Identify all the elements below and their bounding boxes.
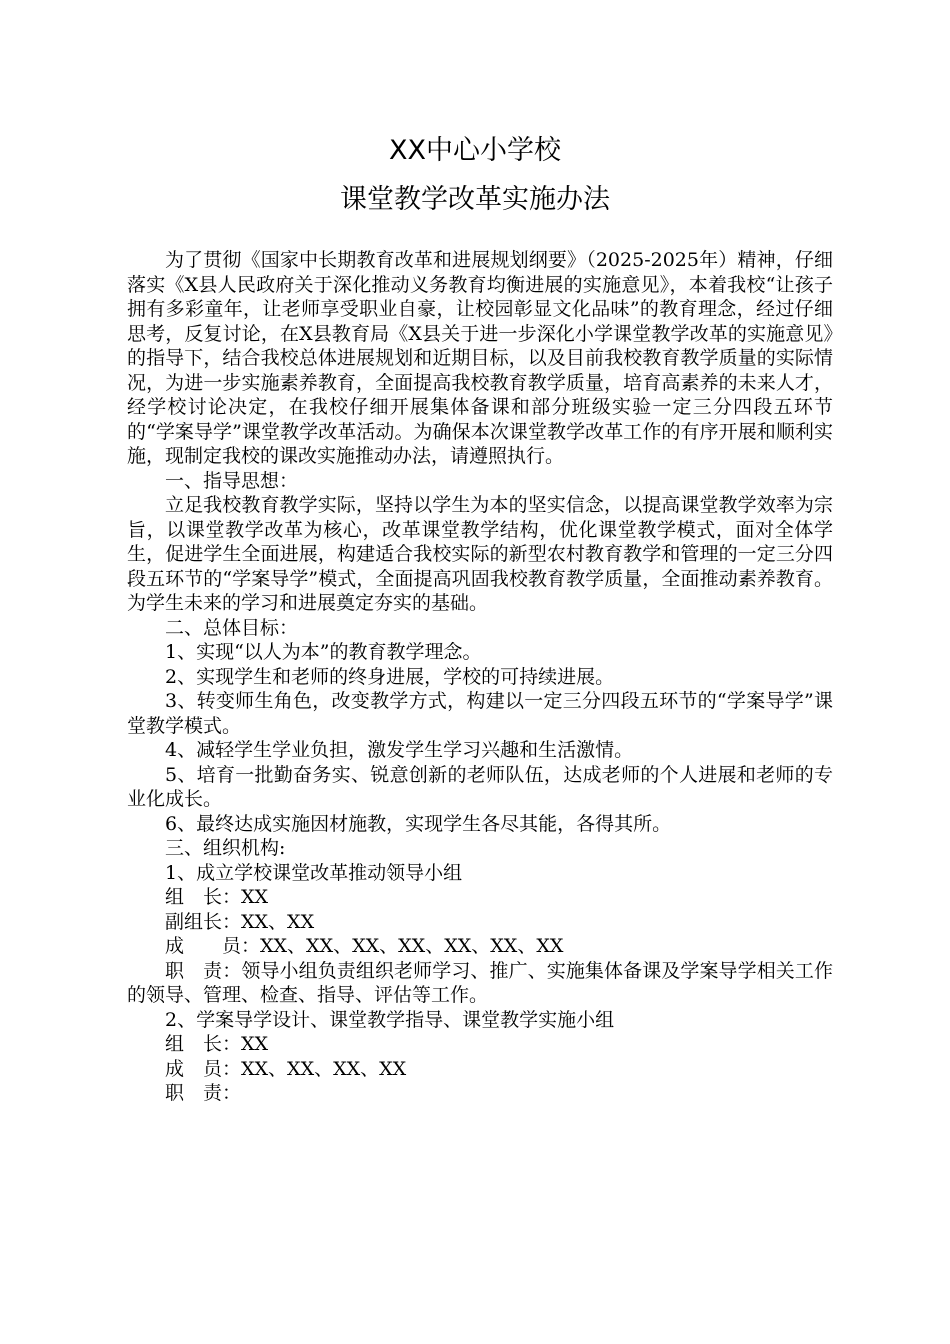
group-1-title: 1、成立学校课堂改革推动领导小组 — [165, 861, 463, 884]
intro-paragraph: 为了贯彻《国家中长期教育改革和进展规划纲要》（2025-2025年）精神，仔细落实《X县人民政府关于深化推动义务教育均衡进展的实施意见》，本着我校“让孩子拥有多彩童年，让老师享受职业自豪，让校园彰显文化品味”的教育理念，经过仔细思考，反复讨论，在X县教育局《X县关于进一步深化小学课堂教学改革的实施意见》的指导下，结合我校总体进展规划和近期目标，以及目前我校教育教学质量的实际情况，为进一步实施素养教育，全面提高我校教育教学质量，培育高素养的未来人才，经学校讨论决定，在我校仔细开展集体备课和部分班级实验一定三分四段五环节的“学案导学”课堂教学改革活动。为确保本次课堂教学改革工作的有序开展和顺利实施，现制定我校的课改实施推动办法，请遵照执行。 — [127, 249, 833, 467]
goal-item: 1、实现“以人为本”的教育教学理念。 — [165, 641, 482, 663]
goal-item: 6、最终达成实施因材施教，实现学生各尽其能，各得其所。 — [165, 812, 672, 835]
goal-item: 4、减轻学生学业负担，激发学生学习兴趣和生活激情。 — [165, 739, 634, 761]
group-2-leader: 组 长：XX — [165, 1033, 269, 1055]
section-1-heading: 一、指导思想： — [165, 469, 299, 492]
group-1-members: 成 员：XX、XX、XX、XX、XX、XX、XX — [165, 935, 564, 957]
group-2-members: 成 员：XX、XX、XX、XX — [165, 1057, 407, 1080]
section-3-heading: 三、组织机构: — [165, 837, 286, 859]
group-2-duty: 职 责： — [165, 1082, 242, 1104]
section-1-paragraph: 立足我校教育教学实际，坚持以学生为本的坚实信念，以提高课堂教学效率为宗旨，以课堂教学改革为核心，改革课堂教学结构，优化课堂教学模式，面对全体学生，促进学生全面进展，构建适合我校实际的新型农村教育教学和管理的一定三分四段五环节的“学案导学”模式，全面提高巩固我校教育教学质量，全面推动素养教育。为学生未来的学习和进展奠定夯实的基础。 — [127, 494, 833, 614]
group-2-title: 2、学案导学设计、课堂教学指导、课堂教学实施小组 — [165, 1008, 615, 1031]
goal-item: 3、转变师生角色，改变教学方式，构建以一定三分四段五环节的“学案导学”课堂教学模式。 — [127, 690, 833, 737]
goal-item: 2、实现学生和老师的终身进展，学校的可持续进展。 — [165, 665, 615, 688]
document-title-school: XX中心小学校 — [389, 135, 561, 166]
document-title-subject: 课堂教学改革实施办法 — [340, 184, 610, 215]
goal-item: 5、培育一批勤奋务实、锐意创新的老师队伍，达成老师的个人进展和老师的专业化成长。 — [127, 763, 833, 810]
document-body — [127, 244, 833, 1106]
group-1-duty: 职 责：领导小组负责组织老师学习、推广、实施集体备课及学案导学相关工作的领导、管理、检查、指导、评估等工作。 — [127, 959, 833, 1006]
group-1-deputy: 副组长：XX、XX — [165, 910, 315, 933]
group-1-leader: 组 长：XX — [165, 886, 269, 908]
section-2-heading: 二、总体目标： — [165, 616, 299, 639]
